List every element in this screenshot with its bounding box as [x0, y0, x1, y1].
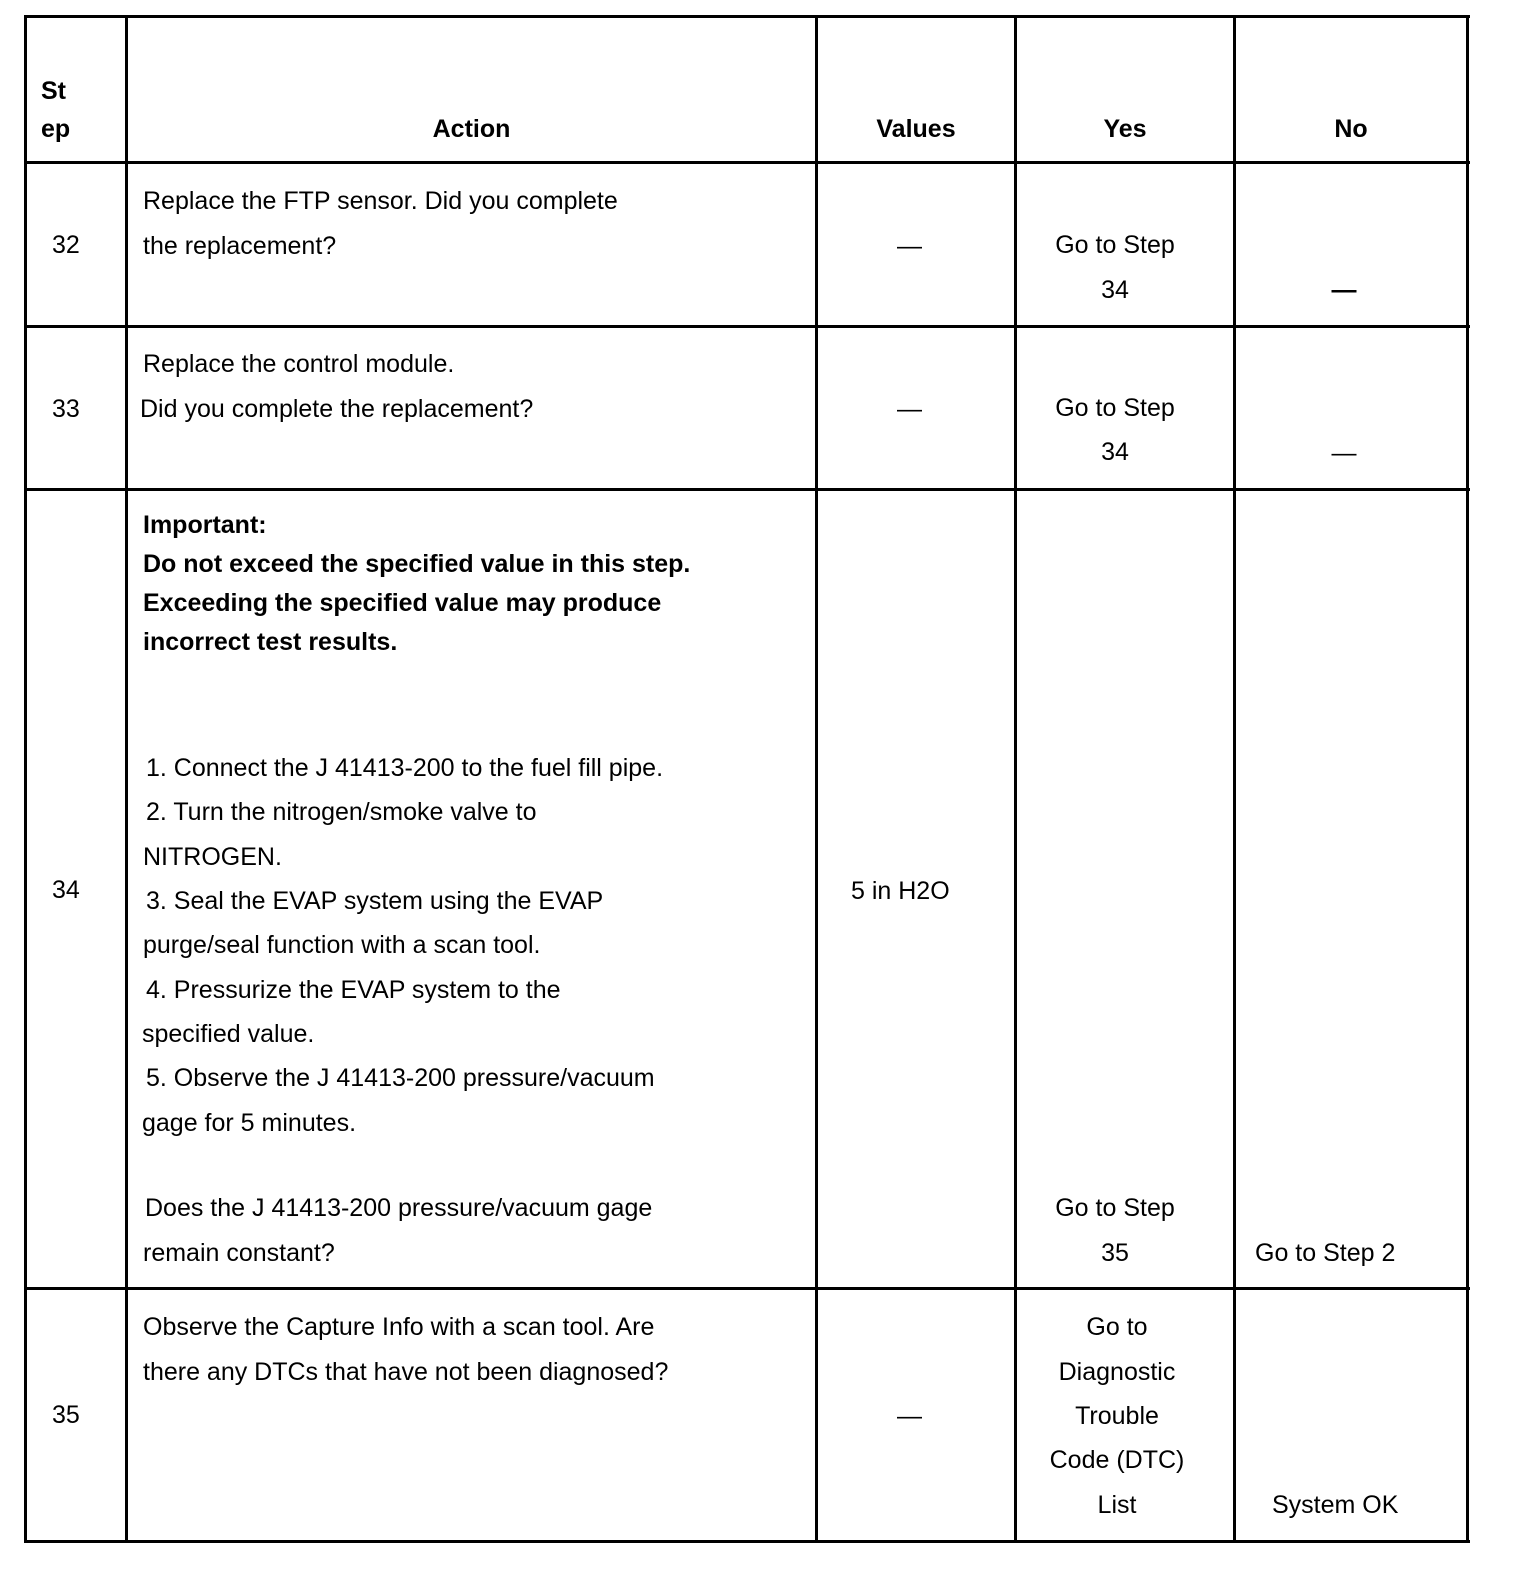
- important-heading: Important:: [143, 511, 267, 539]
- action-text: the replacement?: [143, 232, 337, 260]
- step-number: 34: [52, 876, 80, 904]
- instruction-line: purge/seal function with a scan tool.: [143, 931, 541, 959]
- instruction-line: NITROGEN.: [143, 843, 282, 871]
- instruction-line: 4. Pressurize the EVAP system to the: [146, 976, 561, 1004]
- yes-text: 35: [1101, 1239, 1129, 1267]
- row-divider: [24, 1287, 1470, 1290]
- yes-text: Go to Step: [1055, 394, 1175, 422]
- value-text: —: [897, 1402, 922, 1430]
- header-action: Action: [432, 115, 511, 143]
- header-divider: [24, 161, 1470, 164]
- no-text: —: [1331, 276, 1357, 304]
- value-text: 5 in H2O: [851, 877, 950, 905]
- table-border-top: [24, 15, 1470, 18]
- instruction-line: specified value.: [142, 1020, 315, 1048]
- no-text: —: [1331, 439, 1357, 467]
- instruction-line: gage for 5 minutes.: [142, 1109, 357, 1137]
- instruction-line: 1. Connect the J 41413-200 to the fuel fill pipe.: [146, 754, 664, 782]
- step-number: 33: [52, 395, 80, 423]
- action-text: Did you complete the replacement?: [140, 395, 534, 423]
- header-step-line1: St: [41, 77, 66, 105]
- header-no: No: [1334, 115, 1368, 143]
- no-text: System OK: [1272, 1491, 1399, 1519]
- header-yes: Yes: [1103, 115, 1147, 143]
- action-text: there any DTCs that have not been diagnosed?: [143, 1358, 669, 1386]
- yes-text: Go to Step: [1055, 231, 1175, 259]
- header-values: Values: [876, 115, 956, 143]
- action-text: Observe the Capture Info with a scan tool. Are: [143, 1313, 655, 1341]
- step-number: 32: [52, 231, 80, 259]
- instruction-line: 2. Turn the nitrogen/smoke valve to: [146, 798, 537, 826]
- step-number: 35: [52, 1401, 80, 1429]
- important-text: Do not exceed the specified value in this step.: [143, 550, 691, 578]
- yes-text: 34: [1101, 438, 1129, 466]
- question-text: Does the J 41413-200 pressure/vacuum gage: [145, 1194, 653, 1222]
- yes-text: Trouble: [1075, 1402, 1159, 1430]
- yes-text: Diagnostic: [1058, 1358, 1176, 1386]
- yes-text: Go to: [1086, 1313, 1148, 1341]
- table-border-left: [24, 15, 27, 1543]
- important-text: incorrect test results.: [143, 628, 398, 656]
- yes-text: List: [1097, 1491, 1137, 1519]
- table-border-bottom: [24, 1540, 1470, 1543]
- instruction-line: 3. Seal the EVAP system using the EVAP: [146, 887, 604, 915]
- table-border-right: [1466, 15, 1469, 1543]
- no-text: Go to Step 2: [1255, 1239, 1396, 1267]
- yes-text: Code (DTC): [1049, 1446, 1185, 1474]
- header-step-line2: ep: [41, 115, 71, 143]
- column-divider: [125, 15, 128, 1543]
- value-text: —: [897, 232, 922, 260]
- action-text: Replace the control module.: [143, 350, 455, 378]
- column-divider: [1233, 15, 1236, 1543]
- row-divider: [24, 325, 1470, 328]
- question-text: remain constant?: [143, 1239, 335, 1267]
- action-text: Replace the FTP sensor. Did you complete: [143, 187, 618, 215]
- yes-text: Go to Step: [1055, 1194, 1175, 1222]
- instruction-line: 5. Observe the J 41413-200 pressure/vacuum: [146, 1064, 655, 1092]
- row-divider: [24, 488, 1470, 491]
- value-text: —: [897, 395, 922, 423]
- important-text: Exceeding the specified value may produce: [143, 589, 662, 617]
- yes-text: 34: [1101, 276, 1129, 304]
